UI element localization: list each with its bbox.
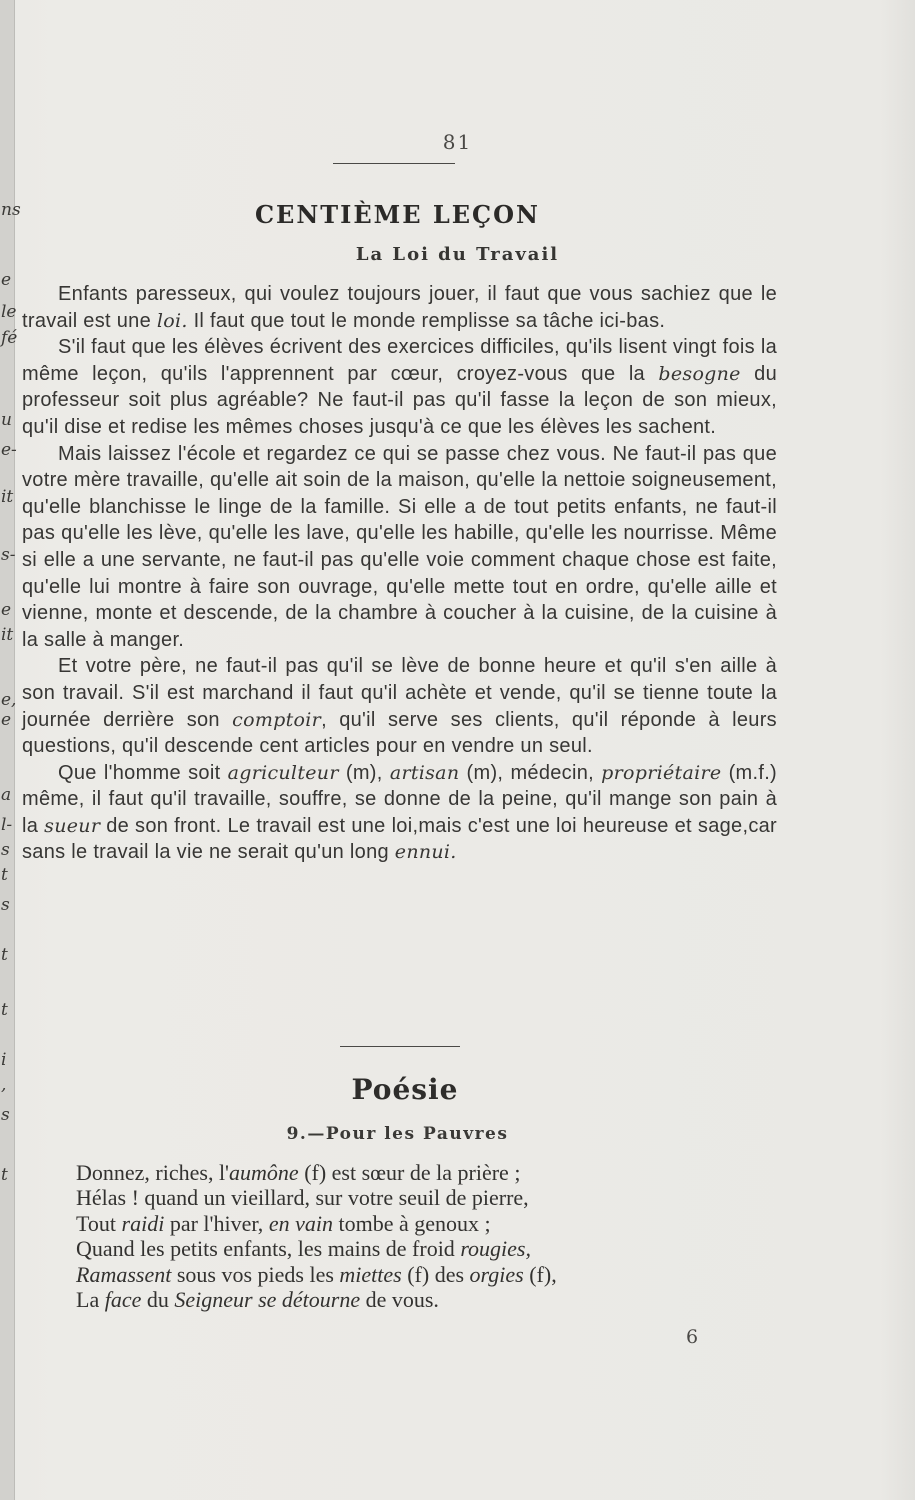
italic-term: raidi (121, 1210, 165, 1236)
italic-term: Ramassent (76, 1261, 172, 1287)
margin-fragment: l- (1, 815, 13, 835)
margin-fragment: , (1, 1075, 7, 1095)
margin-fragment: s- (1, 545, 16, 565)
margin-fragment: le (1, 302, 17, 322)
italic-term: face (104, 1287, 142, 1313)
italic-term: aumône (229, 1160, 299, 1185)
margin-fragment: s (1, 895, 10, 915)
paragraph: Mais laissez l'école et regardez ce qui se passe chez vous. Ne faut-il pas que votre mère travaille, qu'elle ait soin de la maison, qu'elle la nettoie soigneusement, qu'elle blanchisse le linge de la famille. Si elle a de tout petits enfants, ne faut-il pas qu'elle les lève, qu'elle les lave, qu'elle les habille, qu'elle les nourrisse. Même si elle a une servante, ne faut-il pas qu'elle voie comment chaque chose est faite, qu'elle lui montre à faire son ouvrage, qu'elle mette tout en ordre, qu'elle aille et vienne, monte et descende, de la chambre à coucher à la cuisine, de la cuisine à la salle à manger. (22, 442, 777, 651)
italic-term: agriculteur (227, 761, 339, 784)
italic-term: orgies (469, 1261, 524, 1287)
poem (76, 1160, 776, 1312)
poem-line: Donnez, riches, l'aumône (f) est sœur de la prière ; (76, 1160, 521, 1185)
italic-term: comptoir (232, 708, 322, 731)
italic-term: sueur (44, 814, 101, 837)
margin-fragment: e- (1, 440, 17, 460)
poem-line: Hélas ! quand un vieillard, sur votre seuil de pierre, (76, 1185, 529, 1211)
margin-fragment: fé (1, 328, 18, 348)
margin-fragment: it (1, 487, 14, 507)
paragraph: Enfants paresseux, qui voulez toujours jouer, il faut que vous sachiez que le travail est une loi. Il faut que tout le monde remplisse sa tâche ici-bas. (22, 283, 777, 332)
margin-fragment: e (1, 270, 12, 290)
margin-fragment: s (1, 1105, 10, 1125)
italic-term: rougies, (460, 1236, 531, 1262)
section-divider (340, 1046, 460, 1047)
margin-fragment: i (1, 1050, 7, 1070)
section-title: Poésie (351, 1073, 459, 1106)
page-number: 81 (442, 130, 473, 154)
lesson-subtitle: La Loi du Travail (355, 244, 560, 265)
margin-fragment: t (1, 1000, 8, 1020)
margin-fragment: e (1, 600, 12, 620)
margin-fragment: e (1, 710, 12, 730)
page-number-rule (333, 163, 455, 164)
margin-fragment: it (1, 625, 14, 645)
margin-fragment: t (1, 945, 8, 965)
italic-term: Seigneur se détourne (174, 1287, 361, 1313)
poem-line: Ramassent sous vos pieds les miettes (f) des orgies (f), (76, 1261, 557, 1287)
italic-term: besogne (658, 362, 741, 385)
margin-fragment: s (1, 840, 10, 860)
lesson-title: CENTIÈME LEÇON (254, 200, 540, 229)
margin-fragment: t (1, 1165, 8, 1185)
italic-term: loi. (156, 309, 188, 332)
poem-line: La face du Seigneur se détourne de vous. (76, 1287, 439, 1313)
poem-line: Quand les petits enfants, les mains de froid rougies, (76, 1236, 531, 1262)
lesson-text (22, 281, 777, 866)
italic-term: artisan (389, 761, 460, 784)
signature-mark: 6 (686, 1326, 699, 1348)
margin-fragment: ns (1, 200, 21, 220)
poem-line: Tout raidi par l'hiver, en vain tombe à genoux ; (76, 1210, 491, 1236)
paragraph: Que l'homme soit agriculteur (m), artisan (m), médecin, propriétaire (m.f.) même, il faut qu'il travaille, souffre, se donne de la peine, qu'il mange son pain à la sueur de son front. Le travail est une loi,mais c'est une loi heureuse et sage,car sans le travail la vie ne serait qu'un long ennui. (22, 761, 778, 864)
paragraph: Et votre père, ne faut-il pas qu'il se lève de bonne heure et qu'il s'en aille à son travail. S'il est marchand il faut qu'il achète et vende, qu'il se tienne toute la journée derrière son comptoir, qu'il serve ses clients, qu'il réponde à leurs questions, qu'il descende cent articles pour en vendre un seul. (22, 655, 777, 758)
poem-title: 9.—Pour les Pauvres (286, 1124, 509, 1144)
italic-term: miettes (339, 1261, 402, 1287)
margin-fragment: a (1, 785, 12, 805)
italic-term: en vain (268, 1210, 333, 1236)
margin-fragment: e, (1, 690, 17, 710)
italic-term: ennui. (394, 841, 457, 864)
paragraph: S'il faut que les élèves écrivent des exercices difficiles, qu'ils lisent vingt fois la même leçon, qu'ils l'apprennent par cœur, croyez-vous que la besogne du professeur soit plus agréable? Ne faut-il pas qu'il fasse la leçon de son mieux, qu'il dise et redise les mêmes choses jusqu'à ce que les élèves les sachent. (22, 336, 777, 438)
italic-term: propriétaire (601, 761, 722, 784)
margin-fragment: t (1, 865, 8, 885)
margin-fragment: u (1, 410, 12, 430)
